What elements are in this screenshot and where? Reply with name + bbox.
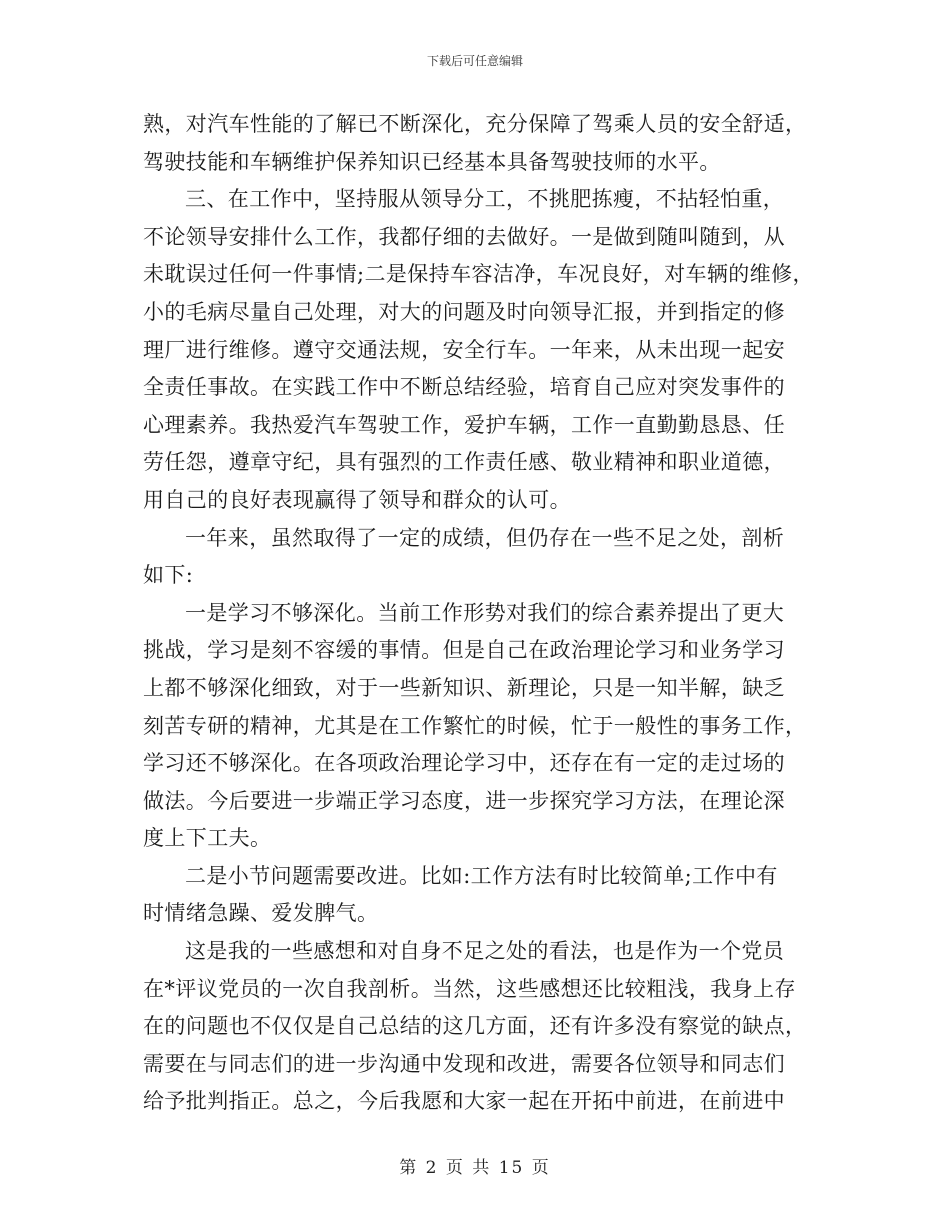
text-line: 不论领导安排什么工作，我都仔细的去做好。一是做到随叫随到，从: [143, 224, 785, 249]
text-line: 做法。今后要进一步端正学习态度，进一步探究学习方法，在理论深: [143, 788, 785, 813]
text-line: 需要在与同志们的进一步沟通中发现和改进，需要各位领导和同志们: [143, 1051, 785, 1076]
text-line: 二是小节问题需要改进。比如:工作方法有时比较简单;工作中有: [185, 863, 778, 888]
text-line: 上都不够深化细致，对于一些新知识、新理论，只是一知半解，缺乏: [143, 675, 785, 700]
text-line: 刻苦专研的精神，尤其是在工作繁忙的时候，忙于一般性的事务工作，: [143, 713, 807, 738]
text-line: 如下:: [143, 563, 194, 588]
document-body: [143, 106, 819, 1121]
text-line: 一年来，虽然取得了一定的成绩，但仍存在一些不足之处，剖析: [185, 525, 785, 550]
text-line: 一是学习不够深化。当前工作形势对我们的综合素养提出了更大: [185, 600, 785, 625]
text-line: 未耽误过任何一件事情;二是保持车容洁净，车况良好，对车辆的维修，: [143, 262, 814, 287]
text-line: 三、在工作中，坚持服从领导分工，不挑肥拣瘦，不拈轻怕重，: [185, 187, 785, 212]
text-line: 度上下工夫。: [143, 826, 272, 851]
text-line: 用自己的良好表现赢得了领导和群众的认可。: [143, 487, 571, 512]
text-line: 驾驶技能和车辆维护保养知识已经基本具备驾驶技师的水平。: [143, 149, 721, 174]
text-line: 这是我的一些感想和对自身不足之处的看法，也是作为一个党员: [185, 939, 785, 964]
page-header: 下载后可任意编辑: [426, 54, 523, 68]
text-line: 心理素养。我热爱汽车驾驶工作，爱护车辆，工作一直勤勤恳恳、任: [143, 412, 785, 437]
text-line: 挑战，学习是刻不容缓的事情。但是自己在政治理论学习和业务学习: [143, 638, 785, 663]
text-line: 在*评议党员的一次自我剖析。当然，这些感想还比较粗浅，我身上存: [143, 976, 796, 1001]
text-line: 熟，对汽车性能的了解已不断深化，充分保障了驾乘人员的安全舒适，: [143, 112, 807, 136]
text-line: 在的问题也不仅仅是自己总结的这几方面，还有许多没有察觉的缺点，: [143, 1014, 807, 1039]
text-line: 学习还不够深化。在各项政治理论学习中，还存在有一定的走过场的: [143, 751, 785, 776]
text-line: 劳任怨，遵章守纪，具有强烈的工作责任感、敬业精神和职业道德，: [143, 450, 785, 475]
text-line: 全责任事故。在实践工作中不断总结经验，培育自己应对突发事件的: [143, 375, 785, 400]
page-footer: 第 2 页 共 15 页: [399, 1158, 551, 1178]
text-line: 给予批判指正。总之，今后我愿和大家一起在开拓中前进，在前进中: [143, 1089, 785, 1114]
text-line: 小的毛病尽量自己处理，对大的问题及时向领导汇报，并到指定的修: [143, 299, 785, 324]
text-line: 理厂进行维修。遵守交通法规，安全行车。一年来，从未出现一起安: [143, 337, 785, 362]
text-line: 时情绪急躁、爱发脾气。: [143, 901, 379, 926]
